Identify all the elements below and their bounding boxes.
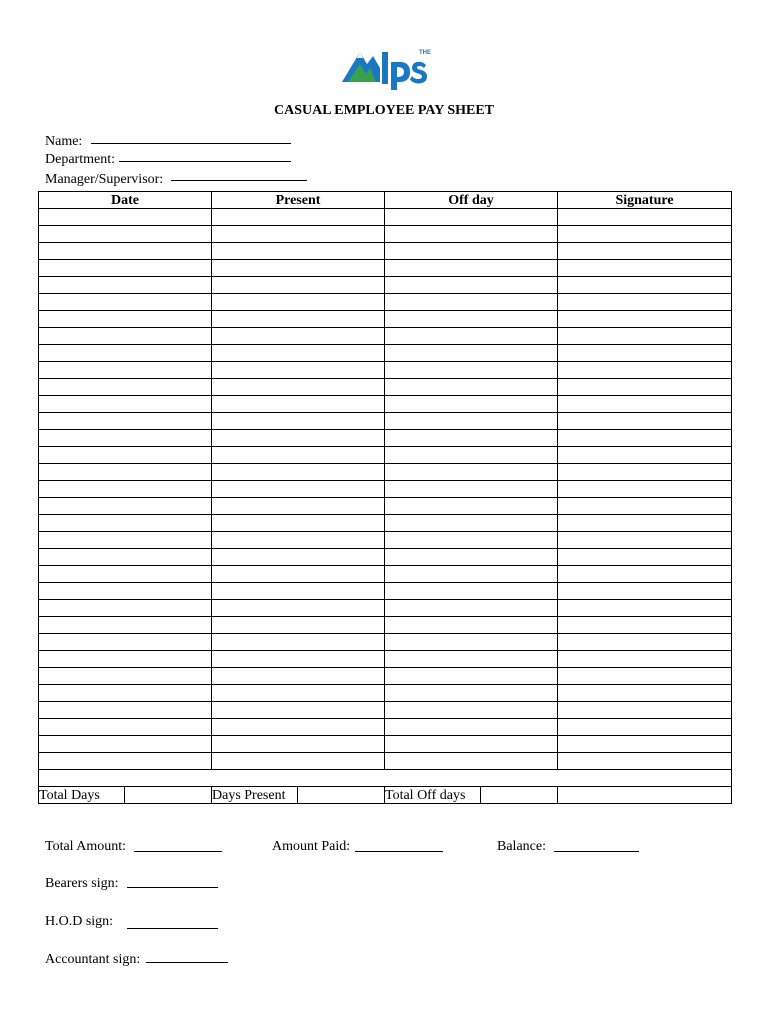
signature-cell[interactable] [558,260,732,277]
present-cell[interactable] [212,481,385,498]
table-row [39,260,732,277]
days-present-label: Days Present [212,787,298,804]
off-day-cell[interactable] [385,260,558,277]
signature-cell[interactable] [558,277,732,294]
signature-cell[interactable] [558,719,732,736]
name-field[interactable] [91,143,291,144]
present-cell[interactable] [212,430,385,447]
signature-cell[interactable] [558,209,732,226]
bearers-sign-field[interactable] [127,887,218,888]
table-row [39,464,732,481]
signature-cell[interactable] [558,736,732,753]
totals-signature-cell[interactable] [558,787,732,804]
table-row [39,209,732,226]
date-cell[interactable] [39,549,212,566]
table-row [39,243,732,260]
off-day-cell[interactable] [385,226,558,243]
signature-cell[interactable] [558,311,732,328]
present-cell[interactable] [212,362,385,379]
signature-cell[interactable] [558,651,732,668]
date-cell[interactable] [39,566,212,583]
present-cell[interactable] [212,226,385,243]
total-days-label: Total Days [39,787,125,804]
date-cell[interactable] [39,634,212,651]
signature-cell[interactable] [558,498,732,515]
off-day-cell[interactable] [385,702,558,719]
off-day-cell[interactable] [385,685,558,702]
present-cell[interactable] [212,651,385,668]
off-day-cell[interactable] [385,651,558,668]
table-row [39,362,732,379]
manager-field[interactable] [171,180,307,181]
date-cell[interactable] [39,430,212,447]
off-day-cell[interactable] [385,566,558,583]
table-row [39,498,732,515]
date-cell[interactable] [39,481,212,498]
off-day-cell[interactable] [385,617,558,634]
total-amount-field[interactable] [134,851,222,852]
signature-cell[interactable] [558,583,732,600]
off-day-cell[interactable] [385,600,558,617]
svg-text:THE: THE [419,50,431,56]
off-day-cell[interactable] [385,413,558,430]
page-title: CASUAL EMPLOYEE PAY SHEET [273,103,495,118]
present-cell[interactable] [212,617,385,634]
accountant-sign-field[interactable] [146,962,228,963]
off-day-cell[interactable] [385,668,558,685]
signature-cell[interactable] [558,532,732,549]
table-row [39,702,732,719]
off-day-cell[interactable] [385,447,558,464]
present-cell[interactable] [212,634,385,651]
date-cell[interactable] [39,447,212,464]
date-cell[interactable] [39,277,212,294]
date-cell[interactable] [39,617,212,634]
signature-cell[interactable] [558,753,732,770]
table-row [39,753,732,770]
date-cell[interactable] [39,328,212,345]
date-cell[interactable] [39,294,212,311]
off-day-cell[interactable] [385,328,558,345]
date-cell[interactable] [39,719,212,736]
present-cell[interactable] [212,464,385,481]
table-row [39,719,732,736]
off-day-cell[interactable] [385,532,558,549]
table-row [39,328,732,345]
signature-cell[interactable] [558,447,732,464]
date-cell[interactable] [39,362,212,379]
table-row [39,549,732,566]
table-row [39,345,732,362]
present-cell[interactable] [212,328,385,345]
off-day-cell[interactable] [385,464,558,481]
present-cell[interactable] [212,549,385,566]
date-cell[interactable] [39,311,212,328]
balance-field[interactable] [554,851,639,852]
date-cell[interactable] [39,209,212,226]
off-day-cell[interactable] [385,430,558,447]
off-day-cell[interactable] [385,243,558,260]
table-row [39,617,732,634]
table-row [39,430,732,447]
date-cell[interactable] [39,600,212,617]
present-cell[interactable] [212,447,385,464]
total-days-cell[interactable] [125,787,212,804]
spacer-row [39,770,732,787]
table-row [39,634,732,651]
column-header-signature: Signature [558,192,732,209]
off-day-cell[interactable] [385,753,558,770]
table-row [39,515,732,532]
table-row [39,651,732,668]
present-cell[interactable] [212,515,385,532]
table-row [39,583,732,600]
signature-cell[interactable] [558,549,732,566]
present-cell[interactable] [212,600,385,617]
present-cell[interactable] [212,532,385,549]
hod-sign-label: H.O.D sign: [45,914,114,929]
signature-cell[interactable] [558,345,732,362]
table-row [39,685,732,702]
present-cell[interactable] [212,243,385,260]
signature-cell[interactable] [558,379,732,396]
off-day-cell[interactable] [385,294,558,311]
date-cell[interactable] [39,396,212,413]
date-cell[interactable] [39,345,212,362]
date-cell[interactable] [39,736,212,753]
off-day-cell[interactable] [385,379,558,396]
department-field[interactable] [119,161,291,162]
signature-cell[interactable] [558,413,732,430]
days-present-cell[interactable] [298,787,385,804]
signature-cell[interactable] [558,481,732,498]
date-cell[interactable] [39,464,212,481]
column-header-off-day: Off day [385,192,558,209]
signature-cell[interactable] [558,294,732,311]
accountant-sign-label: Accountant sign: [45,952,141,967]
signature-cell[interactable] [558,430,732,447]
table-row [39,379,732,396]
signature-cell[interactable] [558,600,732,617]
alps-logo [340,44,432,90]
column-header-date: Date [39,192,212,209]
table-row [39,226,732,243]
off-day-cell[interactable] [385,515,558,532]
off-day-cell[interactable] [385,396,558,413]
manager-label: Manager/Supervisor: [45,172,164,187]
present-cell[interactable] [212,294,385,311]
present-cell[interactable] [212,702,385,719]
balance-label: Balance: [497,839,546,854]
date-cell[interactable] [39,379,212,396]
signature-cell[interactable] [558,396,732,413]
present-cell[interactable] [212,209,385,226]
pay-sheet-table [38,191,732,804]
present-cell[interactable] [212,685,385,702]
present-cell[interactable] [212,719,385,736]
present-cell[interactable] [212,311,385,328]
total-off-days-cell[interactable] [481,787,558,804]
off-day-cell[interactable] [385,345,558,362]
present-cell[interactable] [212,396,385,413]
date-cell[interactable] [39,413,212,430]
total-off-days-label: Total Off days [385,787,481,804]
date-cell[interactable] [39,260,212,277]
off-day-cell[interactable] [385,277,558,294]
amount-paid-label: Amount Paid: [272,839,351,854]
signature-cell[interactable] [558,617,732,634]
table-row [39,566,732,583]
table-row [39,532,732,549]
off-day-cell[interactable] [385,209,558,226]
bearers-sign-label: Bearers sign: [45,876,119,891]
off-day-cell[interactable] [385,549,558,566]
present-cell[interactable] [212,566,385,583]
off-day-cell[interactable] [385,634,558,651]
signature-cell[interactable] [558,685,732,702]
table-row [39,600,732,617]
department-label: Department: [45,152,115,167]
signature-cell[interactable] [558,702,732,719]
amount-paid-field[interactable] [355,851,443,852]
table-row [39,277,732,294]
signature-cell[interactable] [558,634,732,651]
present-cell[interactable] [212,753,385,770]
off-day-cell[interactable] [385,311,558,328]
table-row [39,736,732,753]
signature-cell[interactable] [558,566,732,583]
total-amount-label: Total Amount: [45,839,127,854]
date-cell[interactable] [39,668,212,685]
table-row [39,481,732,498]
off-day-cell[interactable] [385,583,558,600]
date-cell[interactable] [39,498,212,515]
present-cell[interactable] [212,413,385,430]
date-cell[interactable] [39,243,212,260]
present-cell[interactable] [212,345,385,362]
date-cell[interactable] [39,753,212,770]
date-cell[interactable] [39,583,212,600]
hod-sign-field[interactable] [127,928,218,929]
date-cell[interactable] [39,702,212,719]
present-cell[interactable] [212,668,385,685]
table-row [39,396,732,413]
off-day-cell[interactable] [385,362,558,379]
date-cell[interactable] [39,515,212,532]
off-day-cell[interactable] [385,736,558,753]
table-row [39,413,732,430]
date-cell[interactable] [39,226,212,243]
signature-cell[interactable] [558,464,732,481]
table-row [39,294,732,311]
date-cell[interactable] [39,532,212,549]
signature-cell[interactable] [558,515,732,532]
present-cell[interactable] [212,583,385,600]
signature-cell[interactable] [558,243,732,260]
signature-cell[interactable] [558,668,732,685]
date-cell[interactable] [39,685,212,702]
present-cell[interactable] [212,379,385,396]
table-row [39,668,732,685]
date-cell[interactable] [39,651,212,668]
off-day-cell[interactable] [385,498,558,515]
column-header-present: Present [212,192,385,209]
table-row [39,311,732,328]
present-cell[interactable] [212,260,385,277]
signature-cell[interactable] [558,328,732,345]
off-day-cell[interactable] [385,481,558,498]
table-row [39,447,732,464]
signature-cell[interactable] [558,226,732,243]
signature-cell[interactable] [558,362,732,379]
present-cell[interactable] [212,498,385,515]
present-cell[interactable] [212,736,385,753]
off-day-cell[interactable] [385,719,558,736]
present-cell[interactable] [212,277,385,294]
name-label: Name: [45,134,83,149]
